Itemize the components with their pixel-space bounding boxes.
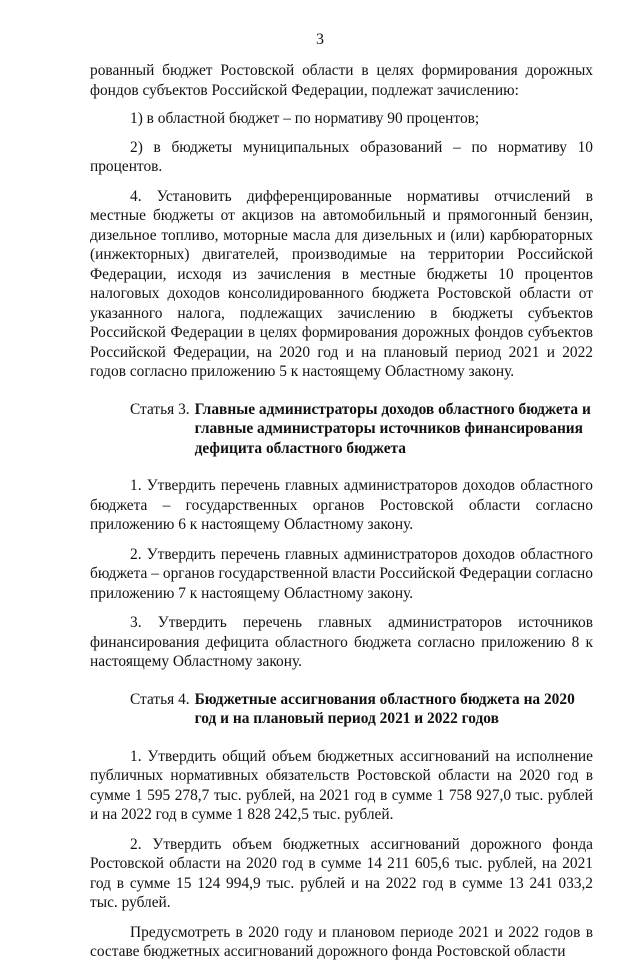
- article-4-paragraph: Предусмотреть в 2020 году и плановом периоде 2021 и 2022 годов в составе бюджетных ассигнований дорожного фонда Ростовской области: [90, 923, 593, 960]
- article-4-item-2: 2. Утвердить объем бюджетных ассигнований дорожного фонда Ростовской области на 2020 год в сумме 14 211 605,6 тыс. рублей, на 2021 год в сумме 15 124 994,9 тыс. рублей и на 2022 год в сумме 13 241 033,2 тыс. рублей.: [90, 835, 593, 911]
- article-3-title: Главные администраторы доходов областного бюджета и главные администраторы источников финансирования дефицита областного бюджета: [194, 400, 591, 457]
- article-3-item-1: 1. Утвердить перечень главных администраторов доходов областного бюджета – государственных органов Ростовской области согласно приложению 6 к настоящему Областному закону.: [90, 477, 593, 533]
- article-3-heading: [90, 400, 593, 459]
- article-3-item-3: 3. Утвердить перечень главных администраторов источников финансирования дефицита областного бюджета согласно приложению 8 к настоящему Областному закону.: [90, 614, 593, 670]
- article-4-heading: [90, 690, 593, 729]
- paragraph-item-4: 4. Установить дифференцированные нормативы отчислений в местные бюджеты от акцизов на автомобильный и прямогонный бензин, дизельное топливо, моторные масла для дизельных и (или) карбюраторных (инжекторных) двигателей, производимые на территории Российской Федерации, исходя из зачисления в местные бюджеты 10 процентов налоговых доходов консолидированного бюджета Ростовской области от указанного налога, подлежащих зачислению в бюджеты субъектов Российской Федерации в целях формирования дорожных фондов субъектов Российской Федерации, на 2020 год и на плановый период 2021 и 2022 годов согласно приложению 5 к настоящему Областному закону.: [90, 187, 593, 380]
- list-item-regional-budget: 1) в областной бюджет – по нормативу 90 процентов;: [130, 110, 480, 127]
- paragraph-continuation: рованный бюджет Ростовской области в целях формирования дорожных фондов субъектов Российской Федерации, подлежат зачислению:: [90, 62, 593, 99]
- article-3-label: Статья 3.: [130, 400, 190, 418]
- document-body: [90, 61, 593, 962]
- list-item-municipal-budgets: 2) в бюджеты муниципальных образований – по нормативу 10 процентов.: [90, 138, 593, 175]
- article-4-title: Бюджетные ассигнования областного бюджета на 2020 год и на плановый период 2021 и 2022 годов: [194, 690, 575, 727]
- article-4-label: Статья 4.: [130, 690, 190, 708]
- article-3-item-2: 2. Утвердить перечень главных администраторов доходов областного бюджета – органов государственной власти Российской Федерации согласно приложению 7 к настоящему Областному закону.: [90, 545, 593, 602]
- article-4-item-1: 1. Утвердить общий объем бюджетных ассигнований на исполнение публичных нормативных обязательств Ростовской области на 2020 год в сумме 1 595 278,7 тыс. рублей, на 2021 год в сумме 1 758 927,0 тыс. рублей и на 2022 год в сумме 1 828 242,5 тыс. рублей.: [90, 747, 593, 823]
- page-number: 3: [316, 31, 324, 48]
